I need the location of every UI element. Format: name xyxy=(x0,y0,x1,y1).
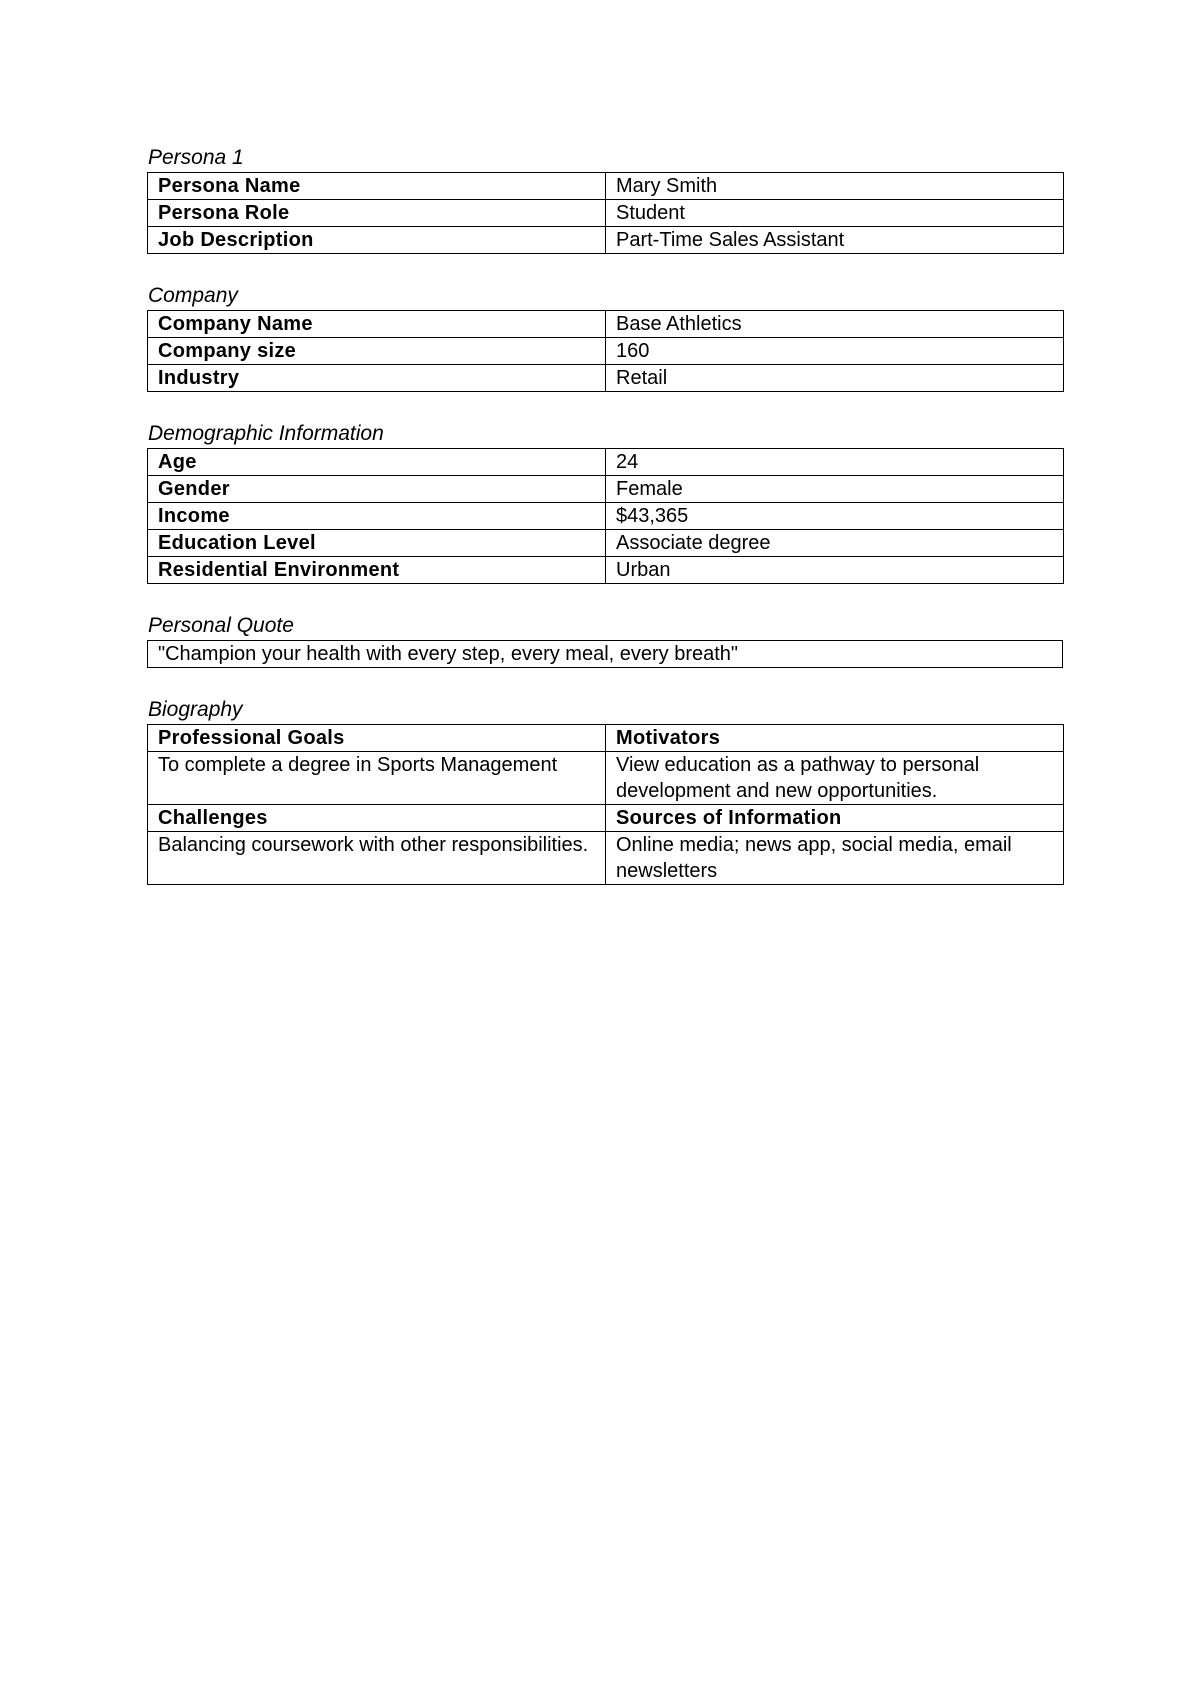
persona-table xyxy=(147,172,1064,254)
sources-label: Sources of Information xyxy=(606,805,1064,832)
persona-name-label: Persona Name xyxy=(148,173,606,200)
demographic-section-title: Demographic Information xyxy=(148,422,384,445)
spacer xyxy=(147,584,1063,614)
job-description-value: Part-Time Sales Assistant xyxy=(606,227,1064,254)
spacer xyxy=(147,668,1063,698)
motivators-label: Motivators xyxy=(606,725,1064,752)
persona-name-value: Mary Smith xyxy=(606,173,1064,200)
company-size-value: 160 xyxy=(606,338,1064,365)
company-section-title: Company xyxy=(148,284,238,307)
table-row xyxy=(148,476,1064,503)
company-name-value: Base Athletics xyxy=(606,311,1064,338)
table-row xyxy=(148,530,1064,557)
table-row xyxy=(148,503,1064,530)
education-level-value: Associate degree xyxy=(606,530,1064,557)
table-row xyxy=(148,725,1064,752)
sources-value: Online media; news app, social media, email newsletters xyxy=(606,832,1064,885)
company-size-label: Company size xyxy=(148,338,606,365)
table-row xyxy=(148,338,1064,365)
table-row xyxy=(148,173,1064,200)
biography-table xyxy=(147,724,1064,885)
quote-table xyxy=(147,640,1063,668)
table-row xyxy=(148,311,1064,338)
job-description-label: Job Description xyxy=(148,227,606,254)
table-row xyxy=(148,365,1064,392)
company-table xyxy=(147,310,1064,392)
age-value: 24 xyxy=(606,449,1064,476)
persona-section-title: Persona 1 xyxy=(148,146,244,169)
table-row xyxy=(148,641,1063,668)
biography-section-title: Biography xyxy=(148,698,243,721)
spacer xyxy=(147,254,1063,284)
challenges-label: Challenges xyxy=(148,805,606,832)
persona-role-value: Student xyxy=(606,200,1064,227)
residential-environment-value: Urban xyxy=(606,557,1064,584)
income-value: $43,365 xyxy=(606,503,1064,530)
table-row xyxy=(148,557,1064,584)
persona-document xyxy=(147,146,1063,885)
table-row xyxy=(148,449,1064,476)
challenges-value: Balancing coursework with other responsibilities. xyxy=(148,832,606,885)
gender-label: Gender xyxy=(148,476,606,503)
income-label: Income xyxy=(148,503,606,530)
age-label: Age xyxy=(148,449,606,476)
professional-goals-label: Professional Goals xyxy=(148,725,606,752)
industry-label: Industry xyxy=(148,365,606,392)
personal-quote-text: "Champion your health with every step, every meal, every breath" xyxy=(148,641,1063,668)
table-row xyxy=(148,200,1064,227)
table-row xyxy=(148,805,1064,832)
spacer xyxy=(147,392,1063,422)
gender-value: Female xyxy=(606,476,1064,503)
company-name-label: Company Name xyxy=(148,311,606,338)
professional-goals-value: To complete a degree in Sports Management xyxy=(148,752,606,805)
demographic-table xyxy=(147,448,1064,584)
industry-value: Retail xyxy=(606,365,1064,392)
quote-section-title: Personal Quote xyxy=(148,614,294,637)
table-row xyxy=(148,752,1064,805)
motivators-value: View education as a pathway to personal development and new opportunities. xyxy=(606,752,1064,805)
table-row xyxy=(148,227,1064,254)
education-level-label: Education Level xyxy=(148,530,606,557)
residential-environment-label: Residential Environment xyxy=(148,557,606,584)
table-row xyxy=(148,832,1064,885)
persona-role-label: Persona Role xyxy=(148,200,606,227)
